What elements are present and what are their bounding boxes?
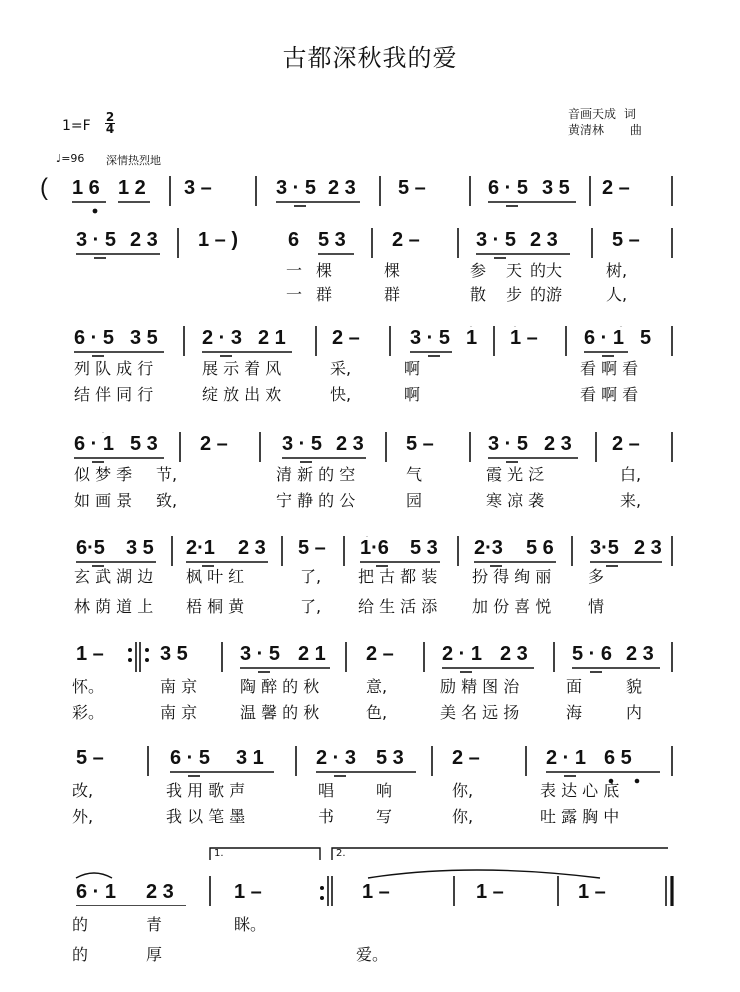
lyric-syllable: 列 队 成 行 bbox=[74, 359, 154, 378]
lyric-syllable: 色, bbox=[366, 703, 388, 722]
note-group: 2 3 bbox=[634, 537, 662, 559]
note-group: 1 – bbox=[76, 643, 104, 665]
tempo-marking: ♩=96 bbox=[56, 152, 85, 165]
note-group: 5 – bbox=[398, 177, 426, 199]
song-title: 古都深秋我的爱 bbox=[282, 44, 458, 72]
note-group: 2 3 bbox=[530, 229, 558, 251]
lyric-syllable: 南 京 bbox=[160, 677, 198, 696]
lyric-syllable: 南 京 bbox=[160, 703, 198, 722]
lyric-syllable: 的大 bbox=[530, 261, 563, 280]
note-group: 1 – ) bbox=[198, 229, 239, 251]
note-group: 6 · 5 bbox=[74, 327, 115, 349]
lyric-syllable: 海 bbox=[566, 703, 583, 722]
lyric-line-verse-2 bbox=[0, 384, 740, 406]
note-group: 1 6 bbox=[72, 177, 100, 199]
composer-role: 曲 bbox=[629, 123, 642, 137]
note-group: 1 – bbox=[234, 881, 262, 903]
note-group: 2·3 bbox=[474, 537, 503, 559]
music-system-4 bbox=[0, 432, 740, 552]
lyric-syllable: 寒 凉 袭 bbox=[486, 491, 545, 510]
lyric-syllable: 天 bbox=[506, 261, 523, 280]
lyric-syllable: 霞 光 泛 bbox=[486, 465, 545, 484]
lyric-syllable: 看 啊 看 bbox=[580, 385, 639, 404]
note-group: 3 5 bbox=[160, 643, 188, 665]
lyric-syllable: 彩。 bbox=[72, 703, 105, 722]
note-group: 1 bbox=[466, 327, 478, 349]
lyric-line-verse-1 bbox=[0, 780, 740, 802]
lyric-line-verse-1 bbox=[0, 914, 740, 936]
note-group: 3·5 bbox=[590, 537, 619, 559]
lyric-syllable: 加 份 喜 悦 bbox=[472, 597, 552, 616]
lyric-line-verse-1 bbox=[0, 260, 740, 282]
lyricist-role: 词 bbox=[623, 107, 636, 121]
note-group: 3 5 bbox=[126, 537, 154, 559]
lyric-syllable: 温 馨 的 秋 bbox=[240, 703, 320, 722]
lyric-syllable: 我 用 歌 声 bbox=[166, 781, 246, 800]
lyric-syllable: 致, bbox=[156, 491, 178, 510]
lyric-syllable: 清 新 的 空 bbox=[276, 465, 356, 484]
lyric-syllable: 园 bbox=[406, 491, 423, 510]
lyric-syllable: 把 古 都 装 bbox=[358, 567, 438, 586]
note-group: 5 6 bbox=[526, 537, 554, 559]
note-group: 5 3 bbox=[376, 747, 404, 769]
lyric-syllable: 你, bbox=[452, 807, 474, 826]
lyric-syllable: 棵 bbox=[384, 261, 401, 280]
lyric-syllable: 多 bbox=[588, 567, 605, 586]
lyric-syllable: 情 bbox=[588, 597, 605, 616]
note-group: 3 1 bbox=[236, 747, 264, 769]
lyric-syllable: 群 bbox=[316, 285, 333, 304]
note-group: 3 · 5 bbox=[476, 229, 517, 251]
note-group: 3 5 bbox=[130, 327, 158, 349]
note-group: 1·6 bbox=[360, 537, 389, 559]
note-group: 3 · 5 bbox=[282, 433, 323, 455]
lyric-syllable: 书 bbox=[318, 807, 335, 826]
lyric-syllable: 似 梦 季 bbox=[74, 465, 133, 484]
note-group: 6·5 bbox=[76, 537, 105, 559]
lyric-syllable: 啊 bbox=[404, 359, 421, 378]
lyric-syllable: 外, bbox=[72, 807, 94, 826]
note-group: 3 · 5 bbox=[76, 229, 117, 251]
lyric-syllable: 怀。 bbox=[72, 677, 105, 696]
expression-marking: 深情热烈地 bbox=[106, 154, 161, 167]
lyric-syllable: 参 bbox=[470, 261, 487, 280]
note-group: 3 · 5 bbox=[276, 177, 317, 199]
note-group: 5 – bbox=[406, 433, 434, 455]
lyric-syllable: 响 bbox=[376, 781, 393, 800]
composer-credit bbox=[568, 121, 642, 138]
lyric-line-verse-1 bbox=[0, 464, 740, 486]
lyric-syllable: 了, bbox=[300, 567, 322, 586]
lyric-syllable: 梧 桐 黄 bbox=[186, 597, 245, 616]
lyric-syllable: 给 生 活 添 bbox=[358, 597, 438, 616]
note-group: 3 · 5 bbox=[488, 433, 529, 455]
lyric-syllable: 励 精 图 治 bbox=[440, 677, 520, 696]
lyric-syllable: 了, bbox=[300, 597, 322, 616]
lyric-syllable: 你, bbox=[452, 781, 474, 800]
lyric-syllable: 眯。 bbox=[234, 915, 267, 934]
note-group: 2 3 bbox=[238, 537, 266, 559]
lyric-line-verse-2 bbox=[0, 490, 740, 512]
note-group: 1 2 bbox=[118, 177, 146, 199]
note-group: 3 – bbox=[184, 177, 212, 199]
note-group: 2 1 bbox=[298, 643, 326, 665]
lyric-syllable: 意, bbox=[366, 677, 388, 696]
lyric-syllable: 的 bbox=[72, 915, 89, 934]
lyric-syllable: 貌 bbox=[626, 677, 643, 696]
note-group: 5 bbox=[640, 327, 652, 349]
notation-marks bbox=[0, 176, 740, 236]
lyric-syllable: 啊 bbox=[404, 385, 421, 404]
time-signature-bottom: 4 bbox=[105, 122, 115, 136]
lyric-syllable: 绽 放 出 欢 bbox=[202, 385, 282, 404]
note-group: 2 1 bbox=[258, 327, 286, 349]
time-signature-top: 2 bbox=[105, 110, 115, 124]
music-system-5 bbox=[0, 536, 740, 656]
note-group: 2 – bbox=[602, 177, 630, 199]
lyric-syllable: 林 荫 道 上 bbox=[74, 597, 154, 616]
note-group: 2 – bbox=[612, 433, 640, 455]
note-group: 3 · 5 bbox=[410, 327, 451, 349]
lyric-syllable: 快, bbox=[330, 385, 352, 404]
note-group: 6 · 1 bbox=[584, 327, 625, 349]
note-group: 1 – bbox=[362, 881, 390, 903]
note-group: 6 bbox=[288, 229, 300, 251]
time-signature bbox=[104, 112, 116, 135]
lyric-syllable: 节, bbox=[156, 465, 178, 484]
lyric-syllable: 人, bbox=[606, 285, 628, 304]
lyric-syllable: 玄 武 湖 边 bbox=[74, 567, 154, 586]
note-group: 6 · 1 bbox=[74, 433, 115, 455]
repeat-paren: ( bbox=[40, 174, 48, 201]
lyric-line-verse-1 bbox=[0, 358, 740, 380]
note-group: 2 – bbox=[332, 327, 360, 349]
lyric-syllable: 陶 醉 的 秋 bbox=[240, 677, 320, 696]
lyric-line-verse-2 bbox=[0, 596, 740, 618]
lyric-syllable: 散 bbox=[470, 285, 487, 304]
lyric-syllable: 表 达 心 底 bbox=[540, 781, 620, 800]
lyric-line-verse-2 bbox=[0, 944, 740, 966]
note-group: 6 5 bbox=[604, 747, 632, 769]
volta-second-ending-label: 2. bbox=[336, 848, 346, 859]
note-group: 1 – bbox=[476, 881, 504, 903]
lyric-syllable: 如 画 景 bbox=[74, 491, 133, 510]
lyric-syllable: 步 bbox=[506, 285, 523, 304]
note-group: 3 · 5 bbox=[240, 643, 281, 665]
note-group: 6 · 5 bbox=[170, 747, 211, 769]
key-signature: 1=F bbox=[62, 118, 91, 134]
lyric-line-verse-2 bbox=[0, 806, 740, 828]
lyricist-credit bbox=[568, 105, 636, 122]
note-group: 5 3 bbox=[410, 537, 438, 559]
lyric-line-verse-1 bbox=[0, 566, 740, 588]
note-group: 5 3 bbox=[318, 229, 346, 251]
lyric-line-verse-2 bbox=[0, 284, 740, 306]
note-group: 2 · 3 bbox=[202, 327, 243, 349]
lyric-line-verse-2 bbox=[0, 702, 740, 724]
lyric-syllable: 枫 叶 红 bbox=[186, 567, 245, 586]
volta-first-ending-label: 1. bbox=[214, 848, 224, 859]
note-group: 2 3 bbox=[328, 177, 356, 199]
note-group: 2·1 bbox=[186, 537, 215, 559]
note-group: 2 · 1 bbox=[546, 747, 587, 769]
lyric-syllable: 扮 得 绚 丽 bbox=[472, 567, 552, 586]
note-group: 5 – bbox=[612, 229, 640, 251]
note-group: 5 · 6 bbox=[572, 643, 613, 665]
note-group: 2 3 bbox=[626, 643, 654, 665]
lyric-syllable: 一 bbox=[286, 261, 303, 280]
lyric-syllable: 吐 露 胸 中 bbox=[540, 807, 620, 826]
lyric-syllable: 美 名 远 扬 bbox=[440, 703, 520, 722]
lyric-syllable: 面 bbox=[566, 677, 583, 696]
note-group: 3 5 bbox=[542, 177, 570, 199]
note-group: 1 – bbox=[510, 327, 538, 349]
note-group: 5 3 bbox=[130, 433, 158, 455]
lyric-syllable: 看 啊 看 bbox=[580, 359, 639, 378]
note-group: 2 · 3 bbox=[316, 747, 357, 769]
lyricist-name: 音画天成 bbox=[568, 107, 617, 121]
lyric-syllable: 一 bbox=[286, 285, 303, 304]
lyric-syllable: 厚 bbox=[146, 945, 163, 964]
note-group: 2 – bbox=[366, 643, 394, 665]
lyric-syllable: 我 以 笔 墨 bbox=[166, 807, 246, 826]
lyric-syllable: 采, bbox=[330, 359, 352, 378]
note-group: 5 – bbox=[76, 747, 104, 769]
lyric-syllable: 内 bbox=[626, 703, 643, 722]
lyric-line-verse-1 bbox=[0, 676, 740, 698]
lyric-syllable: 的游 bbox=[530, 285, 563, 304]
lyric-syllable: 白, bbox=[620, 465, 642, 484]
note-group: 2 – bbox=[200, 433, 228, 455]
music-system-8 bbox=[0, 848, 740, 992]
lyric-syllable: 改, bbox=[72, 781, 94, 800]
note-group: 2 – bbox=[452, 747, 480, 769]
lyric-syllable: 结 伴 同 行 bbox=[74, 385, 154, 404]
note-group: 2 3 bbox=[544, 433, 572, 455]
notation-marks bbox=[0, 846, 740, 906]
note-group: 2 3 bbox=[336, 433, 364, 455]
lyric-syllable: 宁 静 的 公 bbox=[276, 491, 356, 510]
lyric-syllable: 青 bbox=[146, 915, 163, 934]
music-system-3 bbox=[0, 326, 740, 446]
note-group: 5 – bbox=[298, 537, 326, 559]
lyric-syllable: 树, bbox=[606, 261, 628, 280]
lyric-syllable: 群 bbox=[384, 285, 401, 304]
lyric-syllable: 爱。 bbox=[356, 945, 389, 964]
note-group: 2 – bbox=[392, 229, 420, 251]
note-group: 2 3 bbox=[146, 881, 174, 903]
note-group: 6 · 5 bbox=[488, 177, 529, 199]
lyric-syllable: 唱 bbox=[318, 781, 335, 800]
lyric-syllable: 展 示 着 风 bbox=[202, 359, 282, 378]
music-system-6 bbox=[0, 642, 740, 762]
lyric-syllable: 气 bbox=[406, 465, 423, 484]
note-group: 2 3 bbox=[500, 643, 528, 665]
note-group: 1 – bbox=[578, 881, 606, 903]
lyric-syllable: 的 bbox=[72, 945, 89, 964]
note-group: 6 · 1 bbox=[76, 881, 117, 903]
note-group: 2 · 1 bbox=[442, 643, 483, 665]
lyric-syllable: 写 bbox=[376, 807, 393, 826]
lyric-syllable: 来, bbox=[620, 491, 642, 510]
note-group: 2 3 bbox=[130, 229, 158, 251]
composer-name: 黄清林 bbox=[568, 123, 605, 137]
lyric-syllable: 棵 bbox=[316, 261, 333, 280]
